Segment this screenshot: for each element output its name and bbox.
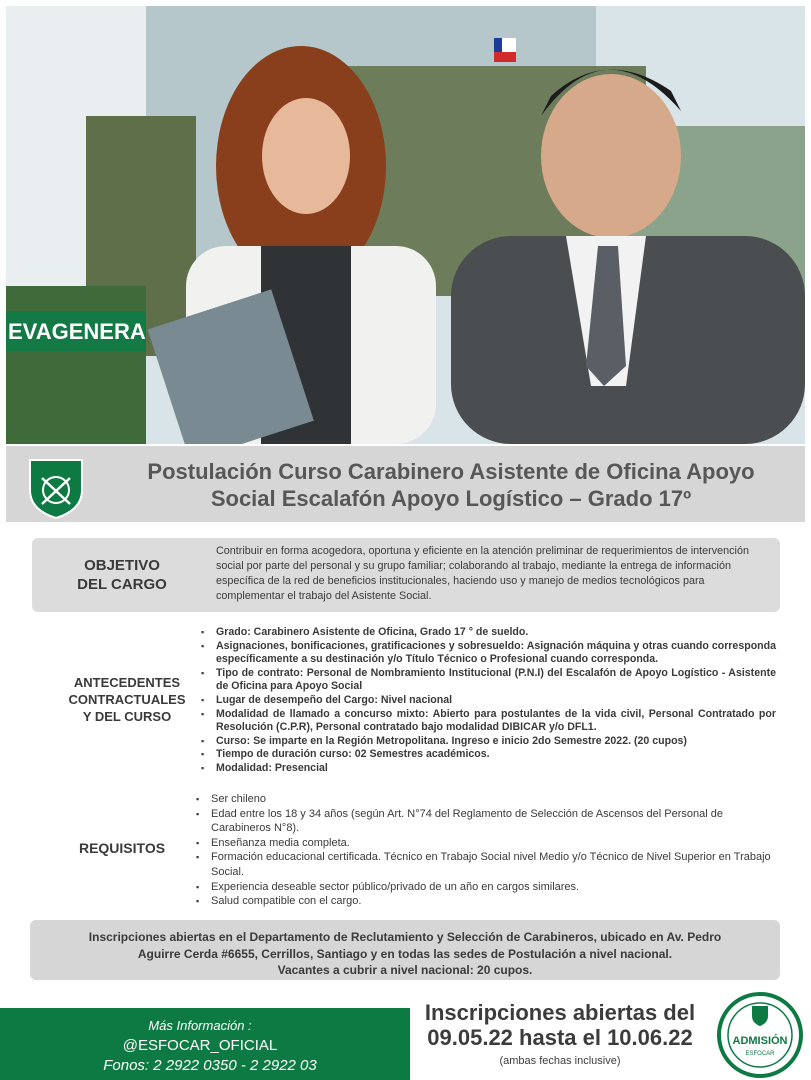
objetivo-label xyxy=(52,556,192,594)
footer-contact xyxy=(0,1008,410,1080)
list-item: ▪ Modalidad de llamado a concurso mixto: Abierto para postulantes de la vida civil, Personal Contratado por Resolución (C.P.R), Personal contratado bajo modalidad DIBICAR y/o DFL1. xyxy=(216,708,776,735)
list-item: ▪ Formación educacional certificada. Técnico en Trabajo Social nivel Medio y/o Técnico de Nivel Superior en Trabajo Social. xyxy=(211,850,771,879)
title-line-1: Postulación Curso Carabinero Asistente de Oficina Apoyo xyxy=(147,459,755,484)
list-item: ▪ Enseñanza media completa. xyxy=(211,836,771,851)
requisitos-list xyxy=(196,792,771,909)
list-item: ▪ Salud compatible con el cargo. xyxy=(211,894,771,909)
list-item: ▪ Tipo de contrato: Personal de Nombramiento Institucional (P.N.I) del Escalafón de Apoyo Logístico - Asistente de Oficina para Apoyo Social xyxy=(216,667,776,694)
antecedentes-label xyxy=(52,674,202,725)
objetivo-label-line-2: DEL CARGO xyxy=(77,576,167,593)
page-title xyxy=(106,458,796,512)
list-item: ▪ Edad entre los 18 y 34 años (según Art. N°74 del Reglamento de Selección de Ascensos del Personal de Carabineros N°8). xyxy=(211,807,771,836)
dates-line-2: 09.05.22 hasta el 10.06.22 xyxy=(427,1025,693,1050)
list-item: ▪ Lugar de desempeño del Cargo: Nivel nacional xyxy=(216,694,776,708)
list-item: ▪ Asignaciones, bonificaciones, gratificaciones y sobresueldo: Asignación máquina y otras cuando corresponda específicamente a su destinación y/o Título Técnico o Profesional cuando corresponda. xyxy=(216,640,776,667)
dates-line-1: Inscripciones abiertas del xyxy=(424,1000,696,1025)
antecedentes-label-line-2: CONTRACTUALES xyxy=(68,692,186,707)
requisitos-section xyxy=(32,790,780,906)
antecedentes-section xyxy=(32,626,780,780)
inscripciones-line-2: Aguirre Cerda #6655, Cerrillos, Santiago y en todas las sedes de Postulación a nivel nacional. xyxy=(137,946,673,961)
requisitos-label: REQUISITOS xyxy=(78,840,166,856)
list-item: ▪ Grado: Carabinero Asistente de Oficina, Grado 17 ° de sueldo. xyxy=(216,626,776,640)
list-item: ▪ Experiencia deseable sector público/privado de un año en cargos similares. xyxy=(211,880,771,895)
title-band xyxy=(6,446,805,522)
dates-note: (ambas fechas inclusive) xyxy=(499,1055,621,1067)
more-info-label: Más Información : xyxy=(148,1018,252,1033)
antecedentes-list xyxy=(200,626,776,776)
footer-dates xyxy=(410,992,710,1080)
phone-numbers: Fonos: 2 2922 0350 - 2 2922 03 xyxy=(103,1057,317,1074)
inscripciones-box xyxy=(30,920,780,980)
banner-text: EVAGENERA xyxy=(8,319,146,344)
list-item: ▪ Tiempo de duración curso: 02 Semestres académicos. xyxy=(216,748,776,762)
antecedentes-label-line-1: ANTECEDENTES xyxy=(73,675,181,690)
list-item: ▪ Ser chileno xyxy=(211,792,771,807)
badge-text: ADMISIÓN xyxy=(732,1035,788,1047)
list-item: ▪ Modalidad: Presencial xyxy=(216,762,776,776)
inscripciones-line-1: Inscripciones abiertas en el Departamento de Reclutamiento y Selección de Carabineros, ubicado en Av. Pedro xyxy=(88,930,722,944)
inscripciones-line-3: Vacantes a cubrir a nivel nacional: 20 cupos. xyxy=(277,963,533,977)
badge-sub: ESFOCAR xyxy=(745,1051,775,1057)
title-line-2: Social Escalafón Apoyo Logístico – Grado 17º xyxy=(210,486,692,511)
objetivo-label-line-1: OBJETIVO xyxy=(84,557,160,574)
objetivo-section xyxy=(32,538,780,612)
carabineros-logo xyxy=(26,456,86,520)
hero-photo xyxy=(6,6,805,444)
admision-badge xyxy=(716,992,804,1078)
social-handle[interactable]: @ESFOCAR_OFICIAL xyxy=(122,1037,278,1054)
objetivo-text: Contribuir en forma acogedora, oportuna y eficiente en la atención preliminar de requerimientos de intervención social por parte del personal y su grupo familiar; colaborando al trabajo, mediante la entrega de información específica de la red de beneficios institucionales, haciendo uso y manejo de medios tecnológicos para complementar el trabajo del Asistente Social. xyxy=(216,545,749,602)
antecedentes-label-line-3: Y DEL CURSO xyxy=(82,709,172,724)
list-item: ▪ Curso: Se imparte en la Región Metropolitana. Ingreso e inicio 2do Semestre 2022. (20 cupos) xyxy=(216,735,776,749)
